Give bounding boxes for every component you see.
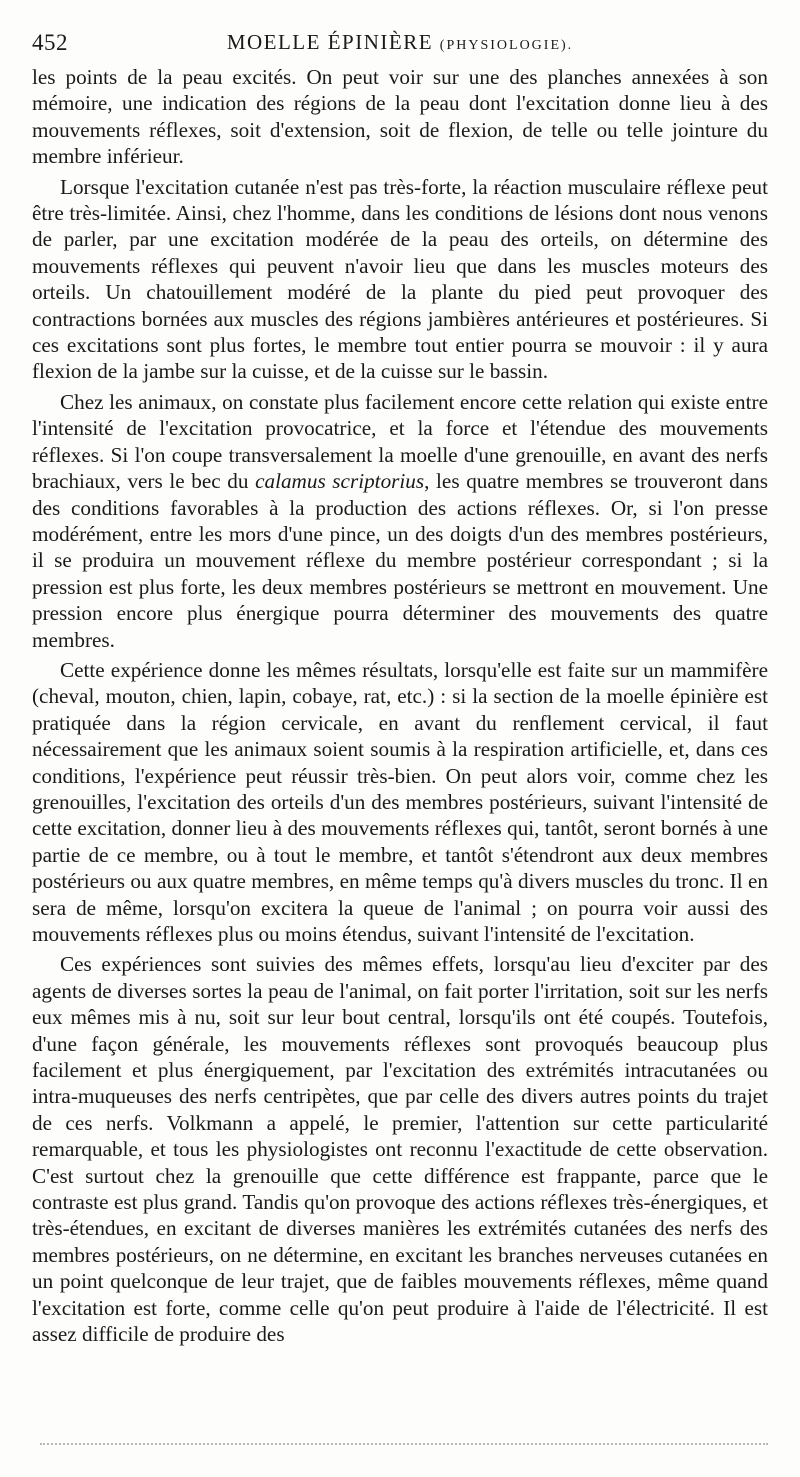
italic-term: calamus scriptorius <box>255 469 425 494</box>
paragraph-text: Chez les animaux, on constate plus facilement encore cette relation qui existe entre l'intensité de l'excitation provocatrice, et la force et l'étendue des mouvements réflexes. Si l'on coupe transversalement la moelle d'une grenouille, en avant des nerfs brachiaux, vers le bec du <box>32 389 768 494</box>
paragraph: Lorsque l'excitation cutanée n'est pas très-forte, la réaction musculaire réflexe peut être très-limitée. Ainsi, chez l'homme, dans les conditions de lésions dont nous venons de parler, par une excitation modérée de la peau des orteils, on détermine des mouvements réflexes qui peuvent n'avoir lieu que dans les muscles moteurs des orteils. Un chatouillement modéré de la plante du pied peut provoquer des contractions bornées aux muscles des régions jambières antérieures et postérieures. Si ces excitations sont plus fortes, le membre tout entier pourra se mouvoir : il y aura flexion de la jambe sur la cuisse, et de la cuisse sur le bassin. <box>32 174 768 384</box>
page-number: 452 <box>32 30 68 55</box>
footer-divider <box>40 1443 768 1445</box>
paragraph-text: , les quatre membres se trouveront dans des conditions favorables à la production des actions réflexes. Or, si l'on presse modérément, entre les mors d'une pince, un des doigts d'un des membres postérieurs, il se produira un mouvement réflexe du membre postérieur correspondant ; si la pression est plus forte, les deux membres postérieurs se mettront en mouvement. Une pression encore plus énergique pourra déterminer des mouvements des quatre membres. <box>32 469 768 652</box>
paragraph <box>32 389 768 653</box>
paragraph-continued: les points de la peau excités. On peut voir sur une des planches annexées à son mémoire, une indication des régions de la peau dont l'excitation donne lieu à des mouvements réflexes, soit d'extension, soit de flexion, de telle ou telle jointure du membre inférieur. <box>32 65 768 169</box>
running-title-subtitle: (PHYSIOLOGIE). <box>439 38 574 53</box>
running-title <box>32 30 768 55</box>
body-text <box>32 64 768 1352</box>
paragraph: Cette expérience donne les mêmes résultats, lorsqu'elle est faite sur un mammifère (cheval, mouton, chien, lapin, cobaye, rat, etc.) : si la section de la moelle épinière est pratiquée dans la région cervicale, en avant du renflement cervical, il faut nécessairement que les animaux soient soumis à la respiration artificielle, et, dans ces conditions, l'expérience peut réussir très-bien. On peut alors voir, comme chez les grenouilles, l'excitation des orteils d'un des membres postérieurs, suivant l'intensité de cette excitation, donner lieu à des mouvements réflexes qui, tantôt, seront bornés à une partie de ce membre, ou à tout le membre, et tantôt s'étendront aux deux membres postérieurs ou aux quatre membres, en même temps qu'à divers muscles du tronc. Il en sera de même, lorsqu'on excitera la queue de l'animal ; on pourra voir aussi des mouvements réflexes plus ou moins étendus, suivant l'intensité de l'excitation. <box>32 657 768 946</box>
page-header <box>32 30 768 58</box>
paragraph: Ces expériences sont suivies des mêmes effets, lorsqu'au lieu d'exciter par des agents de diverses sortes la peau de l'animal, on fait porter l'irritation, soit sur les nerfs eux mêmes mis à nu, soit sur leur bout central, lorsqu'ils ont été coupés. Toutefois, d'une façon générale, les mouvements réflexes sont provoqués beaucoup plus facilement et plus énergiquement, par l'excitation des extrémités intracutanées ou intra-muqueuses des nerfs centripètes, que par celle des divers autres points du trajet de ces nerfs. Volkmann a appelé, le premier, l'attention sur cette particularité remarquable, et tous les physiologistes ont reconnu l'exactitude de cette observation. C'est surtout chez la grenouille que cette différence est frappante, parce que le contraste est plus grand. Tandis qu'on provoque des actions réflexes très-énergiques, et très-étendues, en excitant de diverses manières les extrémités cutanées des nerfs des membres postérieurs, on ne détermine, en excitant les branches nerveuses cutanées en un point quelconque de leur trajet, que de faibles mouvements réflexes, même quand l'excitation est forte, comme celle qu'on peut produire à l'aide de l'électricité. Il est assez difficile de produire des <box>32 952 768 1347</box>
running-title-main: MOELLE ÉPINIÈRE <box>226 30 434 54</box>
